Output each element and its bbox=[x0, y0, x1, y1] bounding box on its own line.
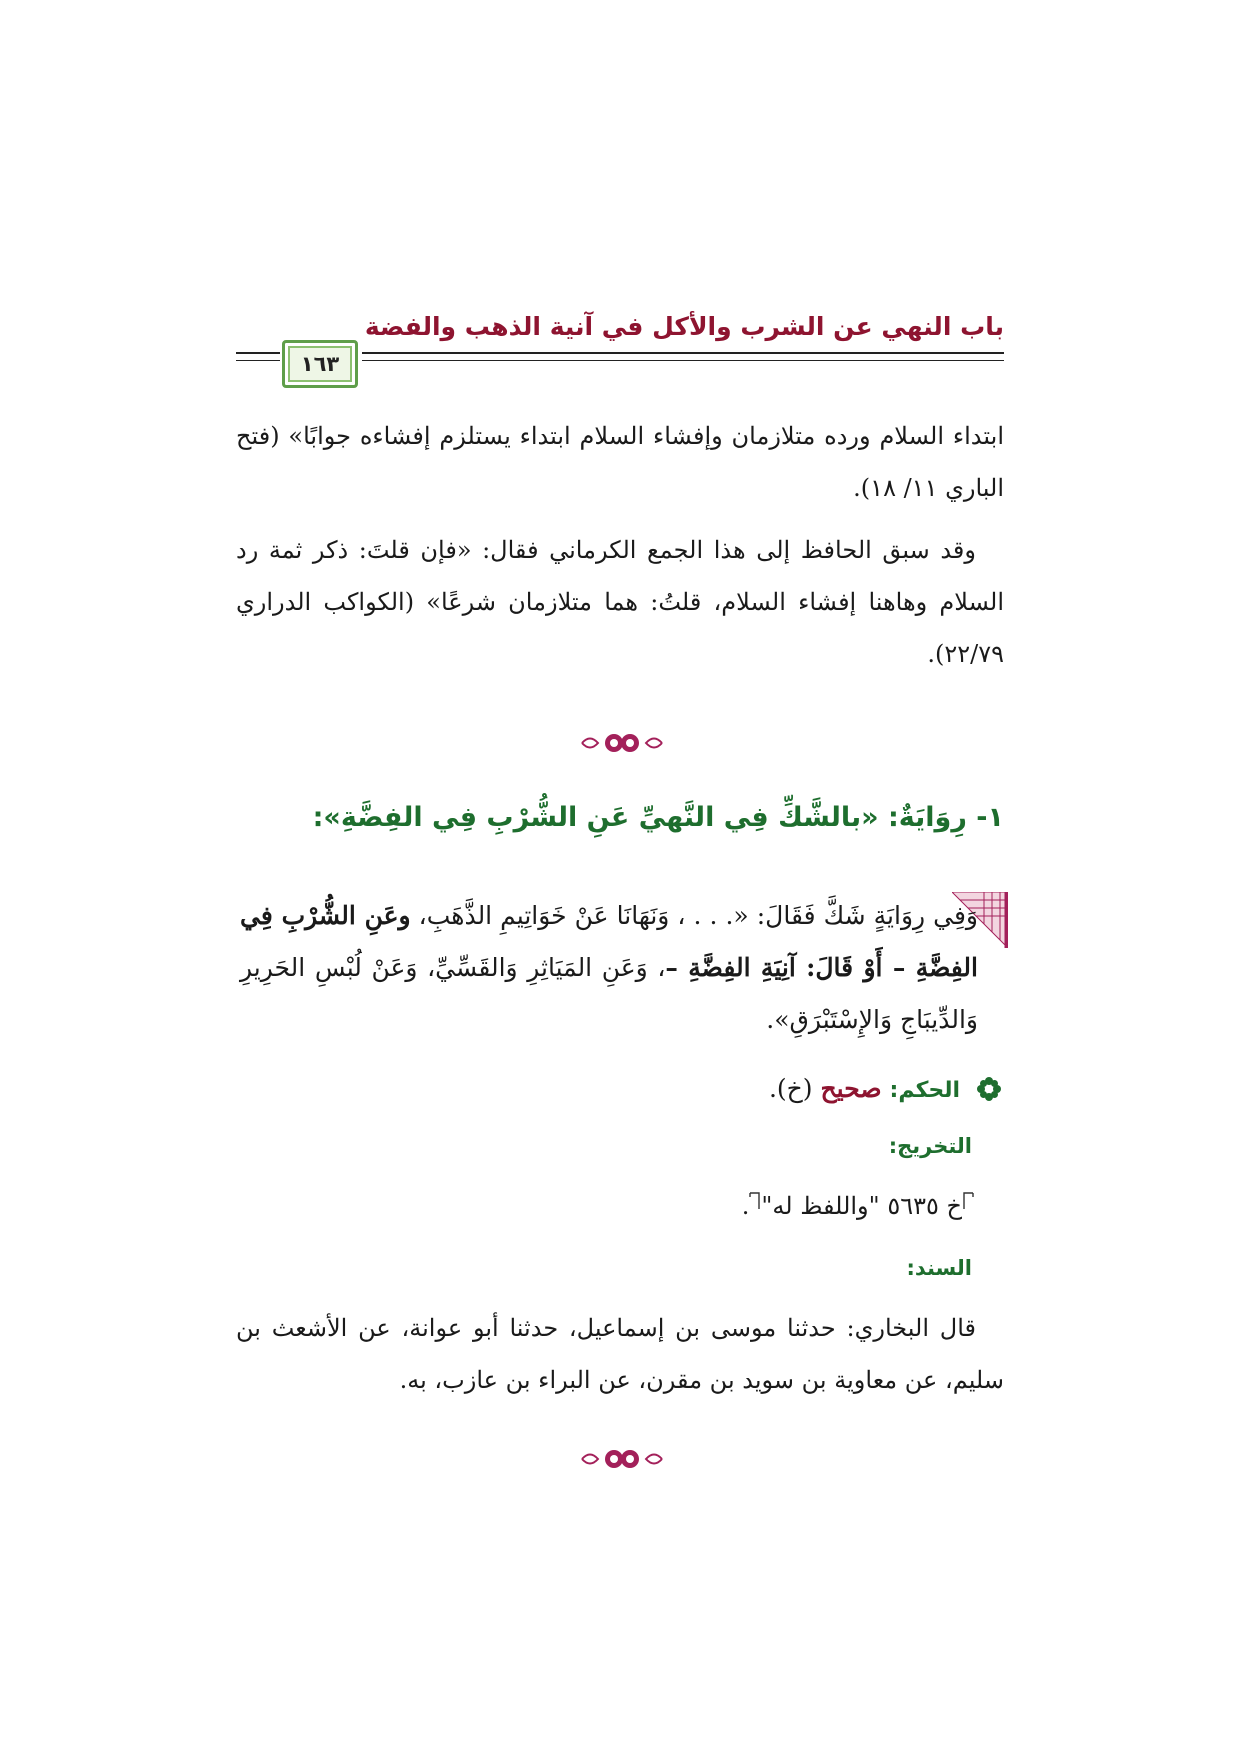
ruling-grade: صحيح bbox=[820, 1074, 882, 1103]
paragraph-continuation: ابتداء السلام ورده متلازمان وإفشاء السلام ابتداء يستلزم إفشاءه جوابًا» (فتح الباري ١١/ ١٨). bbox=[236, 422, 1004, 502]
ornament-divider-icon bbox=[580, 1446, 664, 1472]
takhrij-heading: التخريج: bbox=[888, 1134, 972, 1158]
page-number-badge bbox=[282, 340, 358, 388]
header-rule-left-top bbox=[236, 352, 280, 354]
section-title: رِوَايَةٌ: «بالشَّكِّ فِي النَّهيِّ عَنِ الشُّرْبِ فِي الفِضَّةِ»: bbox=[312, 802, 967, 833]
sanad-text: قال البخاري: حدثنا موسى بن إسماعيل، حدثنا أبو عوانة، عن الأشعث بن سليم، عن معاوية بن سويد بن مقرن، عن البراء بن عازب، به. bbox=[236, 1314, 1004, 1394]
bracket-icon bbox=[962, 1192, 974, 1210]
ruling-source: (خ). bbox=[768, 1074, 813, 1103]
hadith-part-2: ، وَعَنِ المَيَاثِرِ وَالقَسِّيِّ، وَعَنْ لُبْسِ الحَرِيرِ وَالدِّيبَاجِ وَالإِسْتَبْرَقِ». bbox=[240, 953, 978, 1034]
sanad-heading: السند: bbox=[906, 1256, 972, 1280]
running-header-title: باب النهي عن الشرب والأكل في آنية الذهب والفضة bbox=[364, 312, 1004, 341]
page-number: ١٦٣ bbox=[300, 352, 340, 376]
header-rule-left-bottom bbox=[236, 360, 280, 361]
header-rule-top bbox=[362, 352, 1004, 354]
ruling-line bbox=[769, 1074, 1002, 1103]
takhrij-line: خ ٥٦٣٥ "واللفظ له". bbox=[742, 1192, 974, 1220]
ornament-divider-icon bbox=[580, 730, 664, 756]
ruling-label: الحكم: bbox=[889, 1078, 961, 1103]
section-heading bbox=[313, 802, 1004, 833]
header-rule-bottom bbox=[362, 360, 1004, 361]
takhrij-text: خ ٥٦٣٥ "واللفظ له" bbox=[761, 1192, 962, 1220]
hadith-part-1: وَفِي رِوَايَةٍ شَكَّ فَقَالَ: «. . . ، وَنَهَانَا عَنْ خَوَاتِيمِ الذَّهَبِ، bbox=[418, 901, 978, 930]
bracket-icon bbox=[749, 1192, 761, 1210]
hadith-text bbox=[240, 890, 978, 1046]
hadith-bold-part: وعَنِ الشُّرْبِ فِي الفِضَّةِ – أَوْ قَالَ: آنِيَةِ الفِضَّةِ – bbox=[240, 901, 978, 982]
section-number: ١- bbox=[976, 802, 1004, 833]
flower-icon bbox=[976, 1076, 1002, 1102]
paragraph-kirmani: وقد سبق الحافظ إلى هذا الجمع الكرماني فقال: «فإن قلتَ: ذكر ثمة رد السلام وهاهنا إفشاء السلام، قلتُ: هما متلازمان شرعًا» (الكواكب الدراري ٢٢/٧٩). bbox=[236, 536, 1004, 668]
